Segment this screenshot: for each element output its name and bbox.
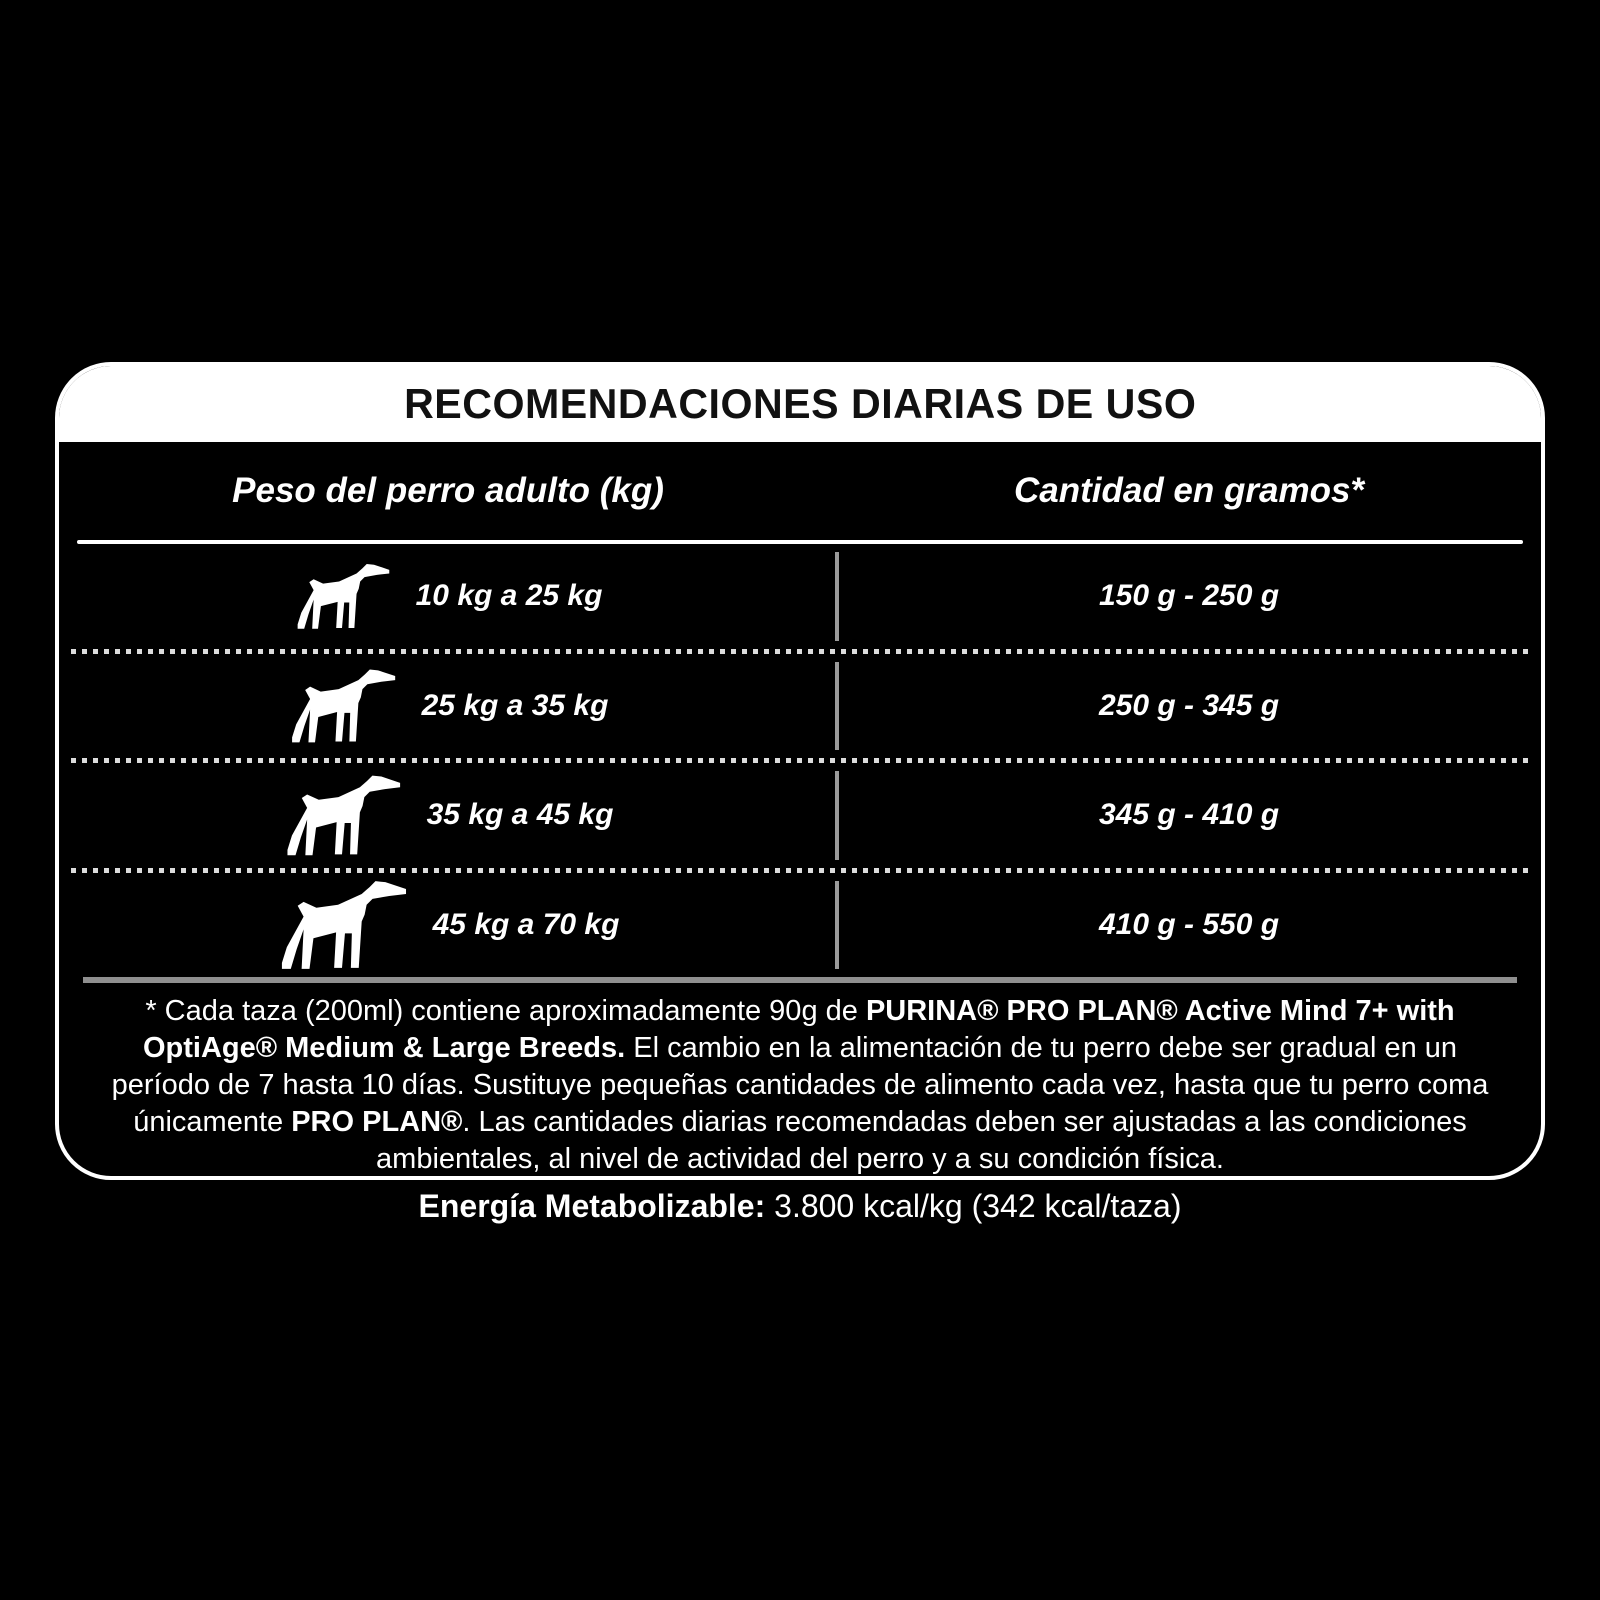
dog-silhouette-icon [294,560,390,632]
row-weight: 35 kg a 45 kg [426,798,614,832]
energy-label: Energía Metabolizable: [418,1188,766,1224]
column-divider [835,771,839,860]
footnote-segment: * Cada taza (200ml) contiene aproximadamente 90g de [145,995,866,1027]
footnote-segment: . Las cantidades diarias recomendadas deben ser ajustadas a las condiciones ambientales, al nivel de actividad del perro y a su condición física. [376,1106,1467,1175]
energy-line [0,1188,1600,1225]
footnote-segment: El cambio en la alimentación de tu perro debe ser gradual en un período de 7 hasta 10 días. Sustituye pequeñas cantidades de alimento cada vez, hasta que tu perro coma únicamente [111,1032,1489,1138]
weight-cell [59,560,837,632]
column-headers [59,442,1541,540]
feeding-row-2 [59,654,1541,759]
column-divider [835,881,839,970]
weight-cell [59,665,837,746]
column-divider [835,552,839,641]
column-header-weight: Peso del perro adulto (kg) [232,471,664,510]
row-weight: 45 kg a 70 kg [432,907,620,941]
column-header-amount-cell [837,471,1541,511]
title-band [59,366,1541,442]
row-amount: 150 g - 250 g [1098,579,1280,613]
energy-value: 3.800 kcal/kg (342 kcal/taza) [765,1188,1182,1224]
dog-silhouette-icon [277,876,407,973]
amount-cell [837,798,1541,832]
amount-cell [837,579,1541,613]
footnote-segment-brand: PURINA® PRO PLAN® Active Mind 7+ with OptiAge® Medium & Large Breeds. [142,995,1455,1064]
row-amount: 410 g - 550 g [1098,907,1280,941]
feeding-row-1 [59,544,1541,649]
amount-cell [837,908,1541,942]
panel-title: RECOMENDACIONES DIARIAS DE USO [403,380,1197,427]
dog-silhouette-icon [288,665,396,746]
column-header-amount: Cantidad en gramos* [1013,471,1365,510]
dog-silhouette-icon [283,771,401,859]
weight-cell [59,771,837,859]
column-header-weight-cell [59,471,837,511]
row-amount: 345 g - 410 g [1098,798,1280,832]
weight-cell [59,876,837,973]
feeding-rows [59,544,1541,977]
row-amount: 250 g - 345 g [1098,688,1280,722]
feeding-recommendations-panel [55,362,1545,1180]
footnote [59,983,1541,1178]
column-divider [835,662,839,751]
row-weight: 10 kg a 25 kg [415,579,603,613]
row-weight: 25 kg a 35 kg [421,688,609,722]
footnote-segment-brand: PRO PLAN® [291,1106,463,1138]
feeding-row-3 [59,763,1541,868]
amount-cell [837,689,1541,723]
feeding-row-4 [59,873,1541,978]
